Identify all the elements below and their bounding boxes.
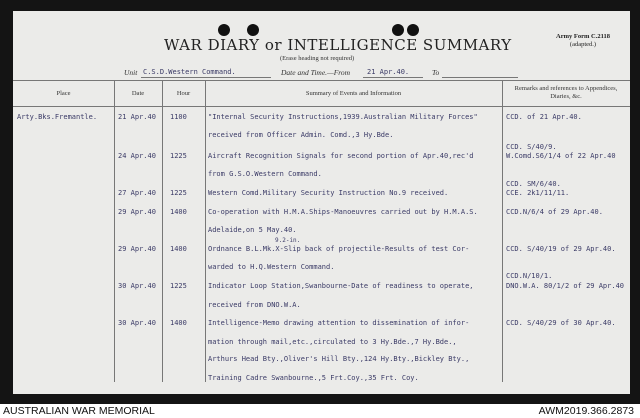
column-header-place: Place (56, 90, 71, 97)
entry-remarks: CCD. S/40/29 of 30 Apr.40. (506, 319, 616, 327)
from-value: 21 Apr.40. (367, 68, 410, 76)
entry-summary: Intelligence-Memo drawing attention to dissemination of infor- (208, 319, 470, 327)
entry-summary: from G.S.O.Western Command. (208, 170, 322, 178)
entry-summary: Indicator Loop Station,Swanbourne-Date of readiness to operate, (208, 282, 474, 290)
army-form-adapted: (adapted.) (569, 41, 597, 48)
entry-hour: 1100 (170, 113, 187, 121)
page-subtitle: (Erase heading not required) (280, 55, 355, 62)
entry-summary: received from DNO.W.A. (208, 301, 301, 309)
entry-summary: Co-operation with H.M.A.Ships-Manoeuvres carried out by H.M.A.S. (208, 208, 478, 216)
entry-remarks: DNO.W.A. 80/1/2 of 29 Apr.40 (506, 282, 625, 290)
entry-place: Arty.Bks.Fremantle. (17, 113, 98, 121)
entry-date: 27 Apr.40 (118, 189, 156, 197)
column-header-summary: Summary of Events and Information (305, 90, 402, 97)
entry-remarks: CCD.N/6/4 of 29 Apr.40. (506, 208, 603, 216)
army-form-label (556, 33, 610, 49)
entry-hour: 1400 (170, 245, 187, 253)
table-header-rule (13, 106, 630, 107)
column-header-date: Date (131, 90, 145, 97)
entry-remarks: W.Comd.S6/1/4 of 22 Apr.40 (506, 152, 616, 160)
to-underline (442, 77, 518, 78)
entry-date: 30 Apr.40 (118, 319, 156, 327)
handwritten-annotation: 9.2-in. (275, 237, 301, 244)
date-label: Date and Time.—From (281, 68, 351, 77)
from-underline (363, 77, 423, 78)
footer-credit: AUSTRALIAN WAR MEMORIAL (3, 405, 155, 417)
entry-summary: warded to H.Q.Western Command. (208, 263, 335, 271)
footer-accession-number: AWM2019.366.2873 (538, 405, 634, 417)
unit-underline (141, 77, 271, 78)
entry-date: 29 Apr.40 (118, 208, 156, 216)
punch-hole (247, 24, 259, 36)
entry-date: 29 Apr.40 (118, 245, 156, 253)
entry-summary: "Internal Security Instructions,1939.Australian Military Forces" (208, 113, 478, 121)
column-divider (114, 80, 115, 382)
entry-summary: mation through mail,etc.,circulated to 3 Hy.Bde.,7 Hy.Bde., (208, 338, 457, 346)
entry-hour: 1225 (170, 282, 187, 290)
army-form-number: Army Form C.2118 (556, 33, 610, 40)
table-top-rule (13, 80, 630, 81)
entry-date: 24 Apr.40 (118, 152, 156, 160)
unit-value: C.S.D.Western Command. (143, 68, 236, 76)
entry-hour: 1400 (170, 208, 187, 216)
entry-hour: 1225 (170, 152, 187, 160)
entry-summary: received from Officer Admin. Comd.,3 Hy.Bde. (208, 131, 394, 139)
entry-remarks: CCD. S/40/9. (506, 143, 557, 151)
punch-hole (218, 24, 230, 36)
page-title: WAR DIARY or INTELLIGENCE SUMMARY (164, 36, 512, 54)
punch-hole (392, 24, 404, 36)
entry-summary: Training Cadre Swanbourne.,5 Frt.Coy.,35 Frt. Coy. (208, 374, 419, 382)
entry-remarks: CCD. S/40/19 of 29 Apr.40. (506, 245, 616, 253)
column-divider (205, 80, 206, 382)
entry-hour: 1225 (170, 189, 187, 197)
entry-summary: Ordnance B.L.Mk.X-Slip back of projectile-Results of test Cor- (208, 245, 470, 253)
column-header-remarks: Remarks and references to Appendices, Diaries, &c. (514, 85, 618, 100)
column-header-hour: Hour (176, 90, 191, 97)
to-label: To (432, 68, 440, 77)
entry-date: 21 Apr.40 (118, 113, 156, 121)
entry-summary: Arthurs Head Bty.,Oliver's Hill Bty.,124 Hy.Bty.,Bickley Bty., (208, 355, 470, 363)
entry-remarks: CCD. SM/6/40. (506, 180, 561, 188)
punch-hole (407, 24, 419, 36)
entry-summary: Western Comd.Military Security Instruction No.9 received. (208, 189, 449, 197)
entry-hour: 1400 (170, 319, 187, 327)
column-divider (162, 80, 163, 382)
unit-label: Unit (124, 68, 138, 77)
entry-remarks: CCD.N/10/1. (506, 272, 553, 280)
entry-summary: Adelaide,on 5 May.40. (208, 226, 297, 234)
entry-date: 30 Apr.40 (118, 282, 156, 290)
column-divider (502, 80, 503, 382)
entry-remarks: CCD. of 21 Apr.40. (506, 113, 582, 121)
entry-summary: Aircraft Recognition Signals for second portion of Apr.40,rec'd (208, 152, 474, 160)
entry-remarks: CCE. 2k1/11/11. (506, 189, 570, 197)
